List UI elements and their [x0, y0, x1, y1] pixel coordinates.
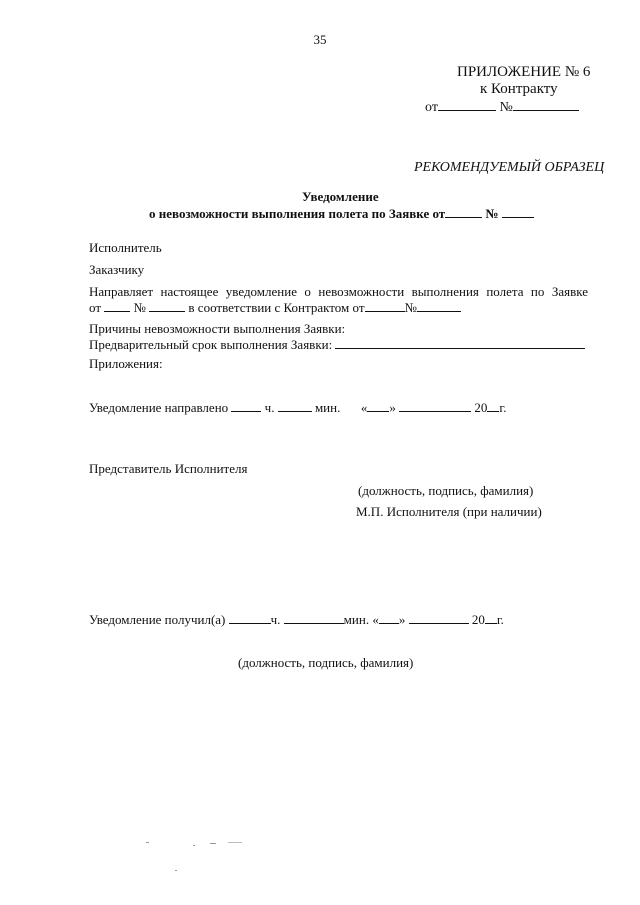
reasons-label: Причины невозможности выполнения Заявки: — [89, 321, 346, 336]
word: Заявке — [551, 284, 588, 299]
sent-month-blank — [399, 400, 471, 412]
sample-label: РЕКОМЕНДУЕМЫЙ ОБРАЗЕЦ — [414, 160, 605, 175]
scan-speck — [228, 842, 242, 843]
received-year-prefix: 20 — [471, 612, 485, 627]
scan-speck — [210, 843, 216, 844]
appendix-title: ПРИЛОЖЕНИЕ № 6 — [457, 64, 591, 80]
quote-close: » — [389, 400, 396, 415]
hour-label: ч. — [264, 400, 275, 415]
received-month-blank — [409, 612, 469, 624]
document-title: Уведомление — [302, 189, 379, 204]
word: невозможности — [318, 284, 405, 299]
preliminary-line — [89, 337, 585, 353]
received-quote-close: » — [398, 612, 406, 627]
from-label: от — [89, 300, 102, 315]
executor-label: Исполнитель — [89, 240, 162, 255]
word: полета — [486, 284, 524, 299]
contract-num-blank — [417, 300, 461, 312]
header-from-label: от — [425, 100, 438, 115]
document-subtitle — [149, 206, 534, 222]
scan-speck — [175, 870, 177, 871]
quote-open: « — [360, 400, 368, 415]
year-prefix: 20 — [474, 400, 488, 415]
received-min-label: мин. « — [343, 612, 379, 627]
received-label: Уведомление получил(а) — [89, 612, 226, 627]
to-contract: к Контракту — [480, 81, 558, 97]
representative-label: Представитель Исполнителя — [89, 461, 248, 476]
sent-line — [89, 400, 506, 416]
header-date-line — [425, 99, 579, 116]
subtitle-date-blank — [445, 206, 482, 218]
preliminary-label: Предварительный срок выполнения Заявки: — [89, 337, 333, 352]
word: Направляет — [89, 284, 154, 299]
page-number: 35 — [313, 32, 327, 47]
scan-speck — [193, 845, 195, 846]
header-num-label: № — [499, 100, 513, 115]
received-hour-blank — [229, 612, 271, 624]
subtitle-num-label: № — [485, 206, 499, 221]
received-hour-label: ч. — [270, 612, 281, 627]
sent-day-blank — [367, 400, 389, 412]
sent-min-blank — [278, 400, 312, 412]
representative-signature-hint: (должность, подпись, фамилия) — [358, 483, 534, 498]
request-num-blank — [149, 300, 185, 312]
received-min-blank — [284, 612, 344, 624]
receiver-signature-hint: (должность, подпись, фамилия) — [238, 655, 414, 670]
scan-speck — [146, 842, 149, 843]
per-contract-label: в соответствии с Контрактом от — [188, 300, 365, 315]
received-year-blank — [485, 612, 497, 624]
customer-label: Заказчику — [89, 262, 145, 277]
sent-hour-blank — [231, 400, 261, 412]
received-year-suffix: г. — [496, 612, 504, 627]
num-label: № — [133, 300, 146, 315]
stamp-label: М.П. Исполнителя (при наличии) — [356, 504, 542, 519]
subtitle-num-blank — [502, 206, 534, 218]
word: уведомление — [225, 284, 297, 299]
num2-label: № — [404, 300, 417, 315]
word: выполнения — [411, 284, 479, 299]
received-line — [89, 612, 504, 628]
min-label: мин. — [314, 400, 341, 415]
year-suffix: г. — [499, 400, 507, 415]
received-day-blank — [379, 612, 399, 624]
word: по — [530, 284, 545, 299]
contract-date-blank — [365, 300, 405, 312]
sends-notice-line — [89, 285, 588, 300]
sent-label: Уведомление направлено — [89, 400, 229, 415]
subtitle-text: о невозможности выполнения полета по Заявке от — [149, 206, 446, 221]
sent-year-blank — [487, 400, 499, 412]
request-details-line — [89, 300, 461, 316]
word: о — [304, 284, 311, 299]
attachments-label: Приложения: — [89, 356, 163, 371]
word: настоящее — [160, 284, 219, 299]
request-date-blank — [104, 300, 130, 312]
preliminary-blank — [335, 337, 585, 349]
header-date-blank — [438, 99, 496, 111]
header-num-blank — [513, 99, 579, 111]
